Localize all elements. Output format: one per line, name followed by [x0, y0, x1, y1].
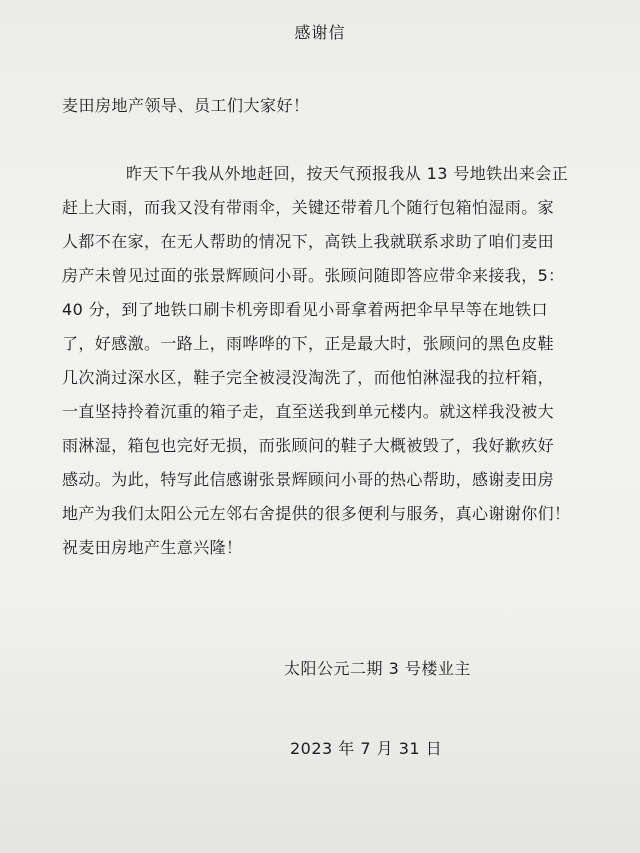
letter-body-line: 赶上大雨，而我又没有带雨伞，关键还带着几个随行包箱怕湿雨。家 — [62, 198, 555, 217]
letter-title: 感谢信 — [294, 23, 346, 42]
letter-body-line: 人都不在家，在无人帮助的情况下，高铁上我就联系求助了咱们麦田 — [62, 232, 555, 251]
letter-body-line: 40 分，到了地铁口刷卡机旁即看见小哥拿着两把伞早早等在地铁口 — [62, 300, 548, 319]
letter-body-line: 地产为我们太阳公元左邻右舍提供的很多便利与服务，真心谢谢你们！ — [62, 504, 571, 523]
letter-body-line: 几次淌过深水区，鞋子完全被浸没淘洗了，而他怕淋湿我的拉杆箱， — [62, 368, 555, 387]
letter-body-line: 感动。为此，特写此信感谢张景辉顾问小哥的热心帮助，感谢麦田房 — [62, 470, 555, 489]
letter-signature: 太阳公元二期 3 号楼业主 — [284, 659, 471, 678]
letter-body-line: 雨淋湿，箱包也完好无损，而张顾问的鞋子大概被毁了，我好歉疚好 — [62, 436, 555, 455]
letter-body-line: 祝麦田房地产生意兴隆！ — [62, 538, 243, 557]
letter-date: 2023 年 7 月 31 日 — [290, 739, 443, 758]
letter-greeting: 麦田房地产领导、员工们大家好！ — [62, 96, 310, 115]
letter-body-line: 了，好感激。一路上，雨哗哗的下，正是最大时，张顾问的黑色皮鞋 — [62, 334, 555, 353]
letter-body-line: 一直坚持拎着沉重的箱子走，直至送我到单元楼内。就这样我没被大 — [62, 402, 555, 421]
letter-body-line: 昨天下午我从外地赶回，按天气预报我从 13 号地铁出来会正 — [126, 164, 569, 183]
letter-body-line: 房产未曾见过面的张景辉顾问小哥。张顾问随即答应带伞来接我，5： — [62, 266, 565, 285]
